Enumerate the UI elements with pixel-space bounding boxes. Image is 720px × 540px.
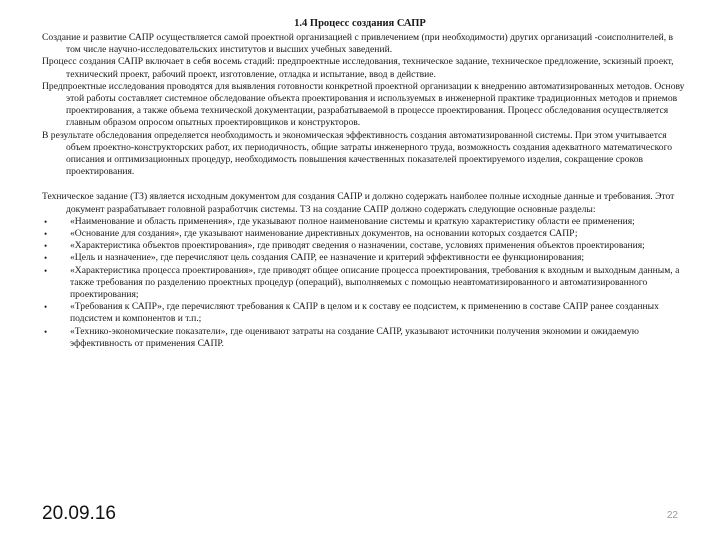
list-item [42, 265, 690, 302]
bullet-icon: • [44, 216, 48, 227]
bullet-icon: • [44, 265, 48, 276]
paragraph-intro: Создание и развитие САПР осуществляется самой проектной организацией с привлечением (при необходимости) других организаций -соисполнителей, в том числе научно-исследовательских институтов и высших учебных заведений. [42, 32, 674, 56]
footer-date: 20.09.16 [42, 503, 116, 524]
list-item-text: «Технико-экономические показатели», где оценивают затраты на создание САПР, указывают источники получения экономии и ожидаемую эффективность от применения САПР. [70, 325, 639, 349]
sections-list [42, 216, 690, 350]
paragraph-survey-result: В результате обследования определяется необходимость и экономическая эффективность создания автоматизированной системы. При этом учитывается объем проектно-конструкторских работ, их периодичность, общие затраты инженерного труда, возможность создания адекватного математического описания и оптимизационных процедур, необходимость повышения качественных показателей проектируемого изделия, сокращение сроков проектирования. [42, 129, 673, 178]
list-item-text: «Характеристика процесса проектирования», где приводят общее описание процесса проектирования, требования к входным и выходным данным, а также требования по разделению проектных процедур (операций), выполняемых с помощью неавтоматизированного и автоматизированного проектирования; [70, 264, 680, 301]
list-item [42, 240, 690, 252]
bullet-icon: • [44, 253, 48, 264]
list-item [42, 326, 690, 350]
bullet-icon: • [44, 241, 48, 252]
list-item-text: «Требования к САПР», где перечисляют требования к САПР в целом и к составу ее подсистем, к применению в составе САПР ранее созданных подсистем и компонентов и т.п.; [70, 301, 659, 325]
paragraph-preproject: Предпроектные исследования проводятся для выявления готовности конкретной проектной организации к внедрению автоматизированных методов. Основу этой работы составляет системное обследование объекта проектирования и используемых в инженерной практике традиционных методов и приемов проектирования, а также объема технической документации, разрабатываемой в процессе проектирования. Процесс обследования осуществляется главным образом опросом опытных проектировщиков и конструкторов. [42, 80, 685, 129]
list-item-text: «Основание для создания», где указывают наименование директивных документов, на основании которых создается САПР; [70, 228, 578, 240]
list-item [42, 301, 690, 325]
page-title: 1.4 Процесс создания САПР [294, 18, 426, 29]
paragraph-technical-task: Техническое задание (ТЗ) является исходным документом для создания САПР и должно содержать наиболее полные исходные данные и требования. Этот документ разрабатывает головной разработчик системы. ТЗ на создание САПР должно содержать следующие основные разделы: [42, 191, 675, 215]
bullet-icon: • [44, 302, 48, 313]
bullet-icon: • [44, 326, 48, 337]
paragraph-stages: Процесс создания САПР включает в себя восемь стадий: предпроектные исследования, техническое задание, техническое предложение, эскизный проект, технический проект, рабочий проект, изготовление, отладка и испытание, ввод в действие. [42, 56, 674, 80]
list-item [42, 252, 690, 264]
list-item-text: «Цель и назначение», где перечисляют цель создания САПР, ее назначение и критерий эффективности ее функционирования; [70, 252, 585, 264]
list-item [42, 216, 690, 228]
content-body [42, 32, 690, 350]
bullet-icon: • [44, 229, 48, 240]
page-number: 22 [666, 510, 678, 521]
list-item-text: «Характеристика объектов проектирования», где приводят сведения о назначении, составе, условиях применения объектов проектирования; [70, 240, 645, 252]
list-item [42, 228, 690, 240]
list-item-text: «Наименование и область применения», где указывают полное наименование системы и краткую характеристику области ее применения; [70, 215, 635, 227]
